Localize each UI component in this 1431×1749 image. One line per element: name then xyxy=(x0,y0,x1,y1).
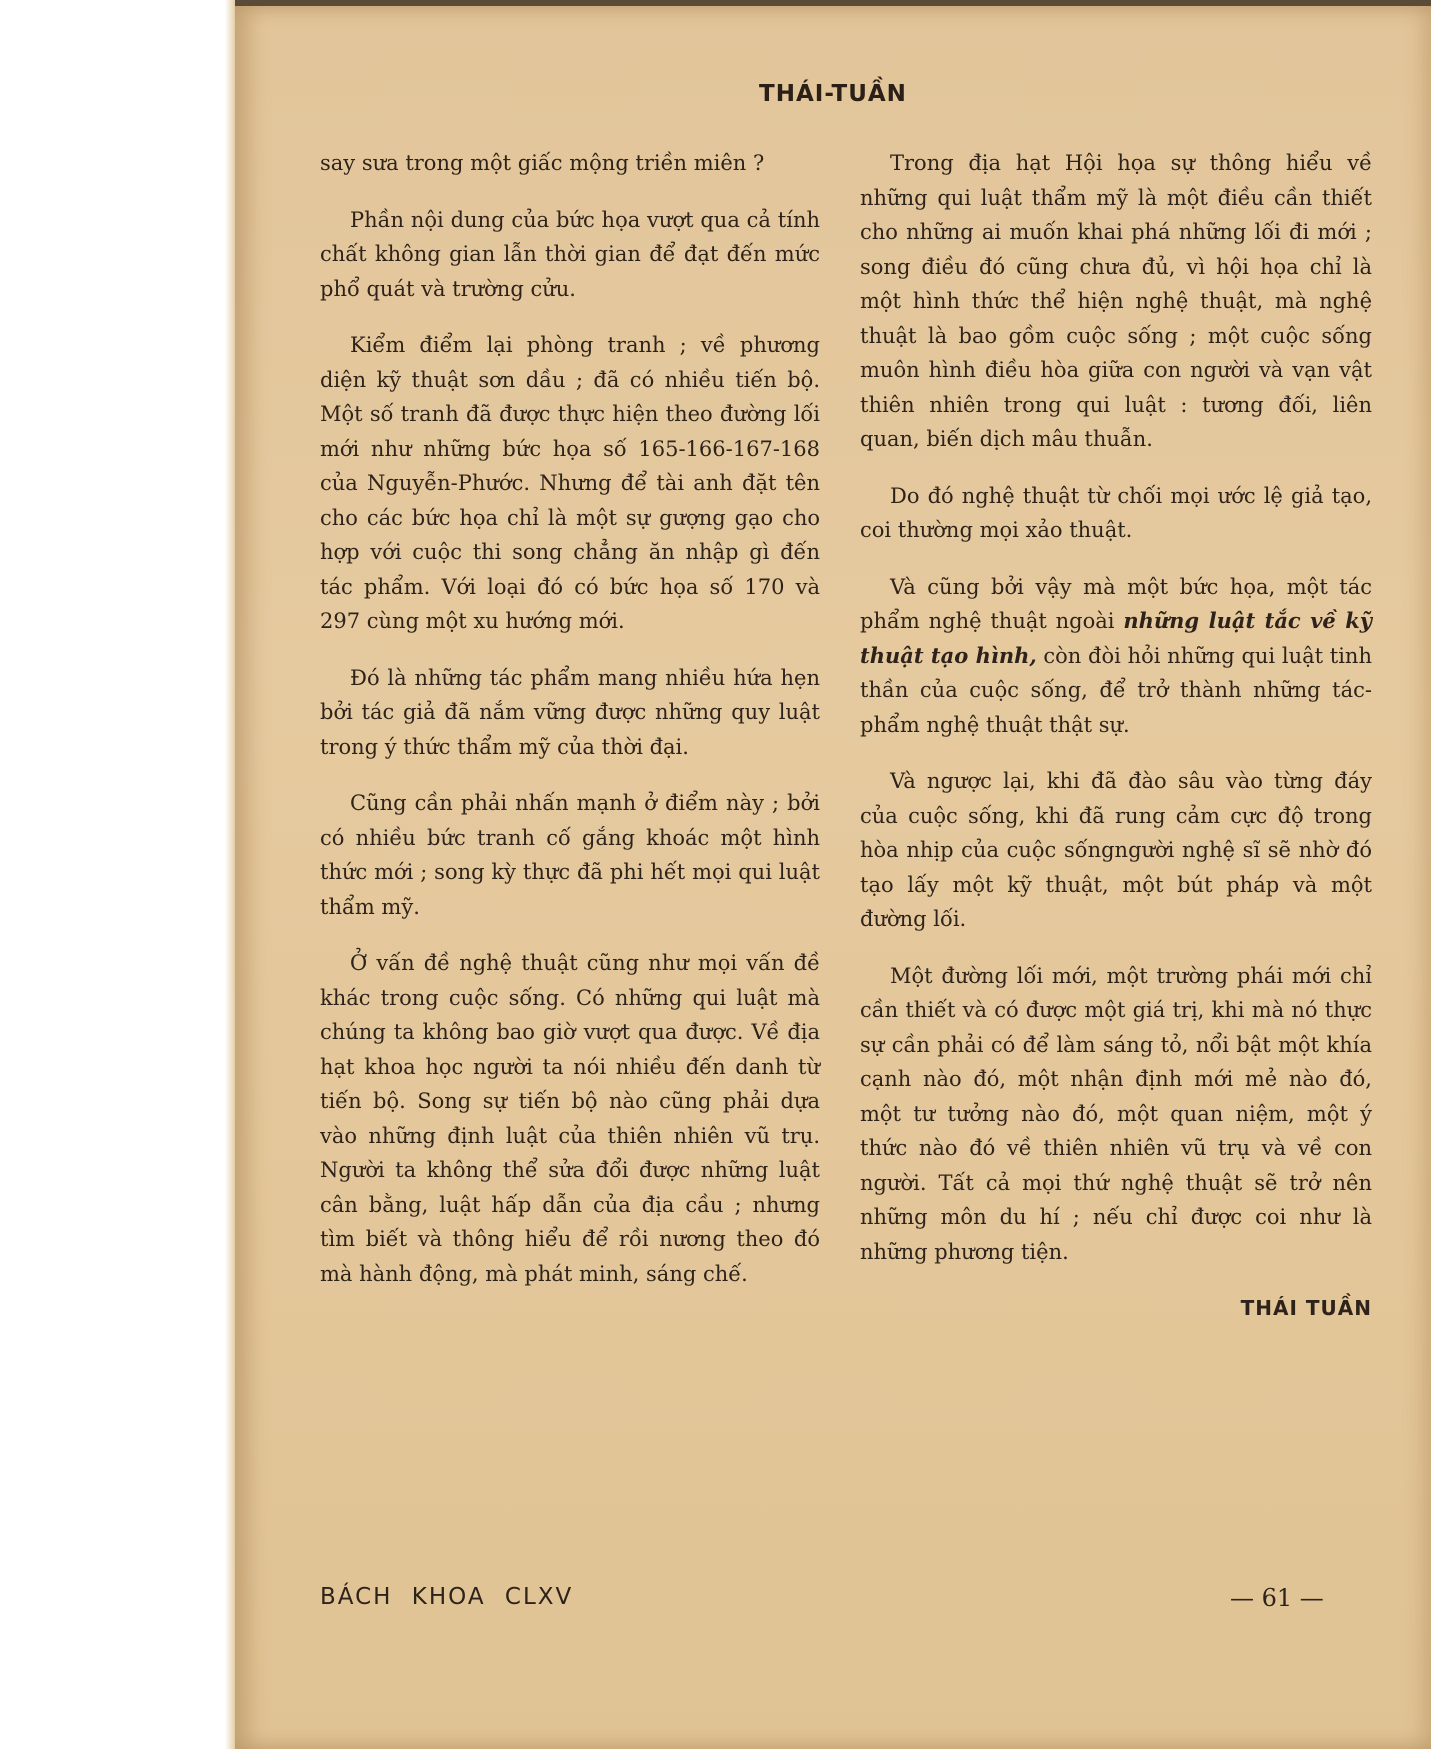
paragraph: Trong địa hạt Hội họa sự thông hiểu về những qui luật thẩm mỹ là một điều cần thiết cho những ai muốn khai phá những lối đi mới ; song điều đó cũng chưa đủ, vì hội họa chỉ là một hình thức thể hiện nghệ thuật, mà nghệ thuật là bao gồm cuộc sống ; một cuộc sống muôn hình điều hòa giữa con người và vạn vật thiên nhiên trong qui luật : tương đối, liên quan, biến dịch mâu thuẫn. xyxy=(860,151,1372,451)
paragraph: Do đó nghệ thuật từ chối mọi ước lệ giả tạo, coi thường mọi xảo thuật. xyxy=(860,483,1372,542)
paragraph: Đó là những tác phẩm mang nhiều hứa hẹn bởi tác giả đã nắm vững được những quy luật trong ý thức thẩm mỹ của thời đại. xyxy=(320,665,820,759)
paragraph-text: Và cũng bởi vậy mà một bức họa, một tác phẩm nghệ thuật ngoài xyxy=(860,574,1372,633)
emphasis-text: những luật tắc về kỹ thuật tạo hình, xyxy=(860,608,1373,668)
paragraph: say sưa trong một giấc mộng triền miên ? xyxy=(320,151,765,175)
paragraph-text: còn đòi hỏi những qui luật tinh thần của cuộc sống, để trở thành những tác-phẩm nghệ thuật thật sự. xyxy=(860,643,1372,737)
left-column xyxy=(320,146,820,1313)
author-signature: THÁI TUẦN xyxy=(1240,1296,1372,1320)
document-page xyxy=(235,0,1431,1749)
paragraph: Và ngược lại, khi đã đào sâu vào từng đáy của cuộc sống, khi đã rung cảm cực độ trong hòa nhịp của cuộc sốngngười nghệ sĩ sẽ nhờ đó tạo lấy một kỹ thuật, một bút pháp và một đường lối. xyxy=(860,769,1372,931)
paragraph: Ở vấn đề nghệ thuật cũng như mọi vấn đề khác trong cuộc sống. Có những qui luật mà chúng ta không bao giờ vượt qua được. Về địa hạt khoa học người ta nói nhiều đến danh từ tiến bộ. Song sự tiến bộ nào cũng phải dựa vào những định luật của thiên nhiên vũ trụ. Người ta không thể sửa đổi được những luật cân bằng, luật hấp dẫn của địa cầu ; nhưng tìm biết và thông hiểu để rồi nương theo đó mà hành động, mà phát minh, sáng chế. xyxy=(320,951,820,1286)
paragraph xyxy=(860,570,1372,743)
publication-footer: BÁCH KHOA CLXV xyxy=(320,1584,574,1610)
paragraph: Phần nội dung của bức họa vượt qua cả tính chất không gian lẫn thời gian để đạt đến mức phổ quát và trường cửu. xyxy=(320,207,820,301)
right-column xyxy=(860,146,1372,1326)
running-header: THÁI-TUẦN xyxy=(759,81,907,107)
paragraph: Kiểm điểm lại phòng tranh ; về phương diện kỹ thuật sơn dầu ; đã có nhiều tiến bộ. Một số tranh đã được thực hiện theo đường lối mới như những bức họa số 165-166-167-168 của Nguyễn-Phước. Nhưng để tài anh đặt tên cho các bức họa chỉ là một sự gượng gạo cho hợp với cuộc thi song chẳng ăn nhập gì đến tác phẩm. Với loại đó có bức họa số 170 và 297 cùng một xu hướng mới. xyxy=(320,333,820,633)
paragraph: Cũng cần phải nhấn mạnh ở điểm này ; bởi có nhiều bức tranh cố gắng khoác một hình thức mới ; song kỳ thực đã phi hết mọi qui luật thẩm mỹ. xyxy=(320,791,820,919)
paragraph: Một đường lối mới, một trường phái mới chỉ cần thiết và có được một giá trị, khi mà nó thực sự cần phải có để làm sáng tỏ, nổi bật một khía cạnh nào đó, một nhận định mới mẻ nào đó, một tư tưởng nào đó, một quan niệm, một ý thức nào đó về thiên nhiên vũ trụ và về con người. Tất cả mọi thứ nghệ thuật sẽ trở nên những môn du hí ; nếu chỉ được coi như là những phương tiện. xyxy=(860,963,1372,1264)
page-number: — 61 — xyxy=(1230,1584,1324,1612)
